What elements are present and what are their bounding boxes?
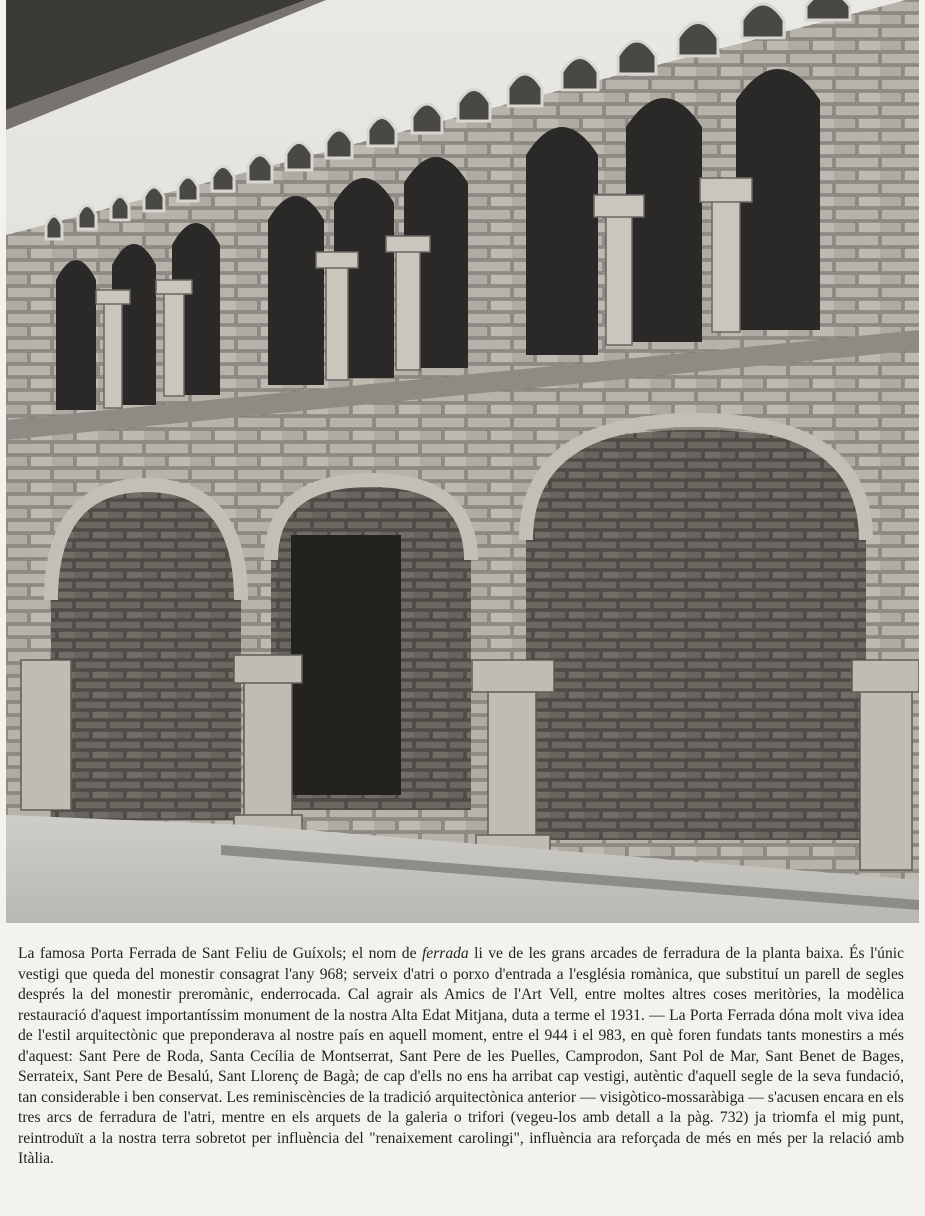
caption-italic-word: ferrada bbox=[421, 945, 469, 962]
photo-caption bbox=[18, 944, 904, 1170]
church-porch-photo bbox=[6, 0, 919, 923]
caption-text-rest: li ve de les grans arcades de ferradura de la planta baixa. És l'únic vestigi que queda del monestir consagrat l'any 968; serveix d'atri o porxo d'entrada a l'església romànica, que substituí un parell de segles després la del monestir preromànic, enderrocada. Cal agrair als Amics de l'Art Vell, entre moltes altres coses meritòries, la modèlica restauració d'aquest importantíssim monument de la nostra Alta Edat Mitjana, duta a terme el 1931. — La Porta Ferrada dóna molt viva idea de l'estil arquitectònic que preponderava al nostre país en aquell moment, entre el 944 i el 983, en què foren fundats tants monestirs a més d'aquest: Sant Pere de Roda, Santa Cecília de Montserrat, Sant Pere de les Puelles, Camprodon, Sant Pol de Mar, Sant Benet de Bages, Serrateix, Sant Pere de Besalú, Sant Llorenç de Bagà; de cap d'ells no ens ha arribat cap vestigi, autèntic d'aquell segle de la seva fundació, tan considerable i ben conservat. Les reminiscències de la tradició arquitectònica anterior — visigòtico-mossaràbiga — s'acusen encara en els tres arcs de ferradura de l'atri, mentre en els arquets de la galeria o trifori (vegeu-los amb detall a la pàg. 732) ja triomfa el mig punt, reintroduït a la nostra terra sobretot per influència del "renaixement carolingi", influència ara reforçada de més en més per la relació amb Itàlia. bbox=[18, 945, 904, 1167]
church-porch-photo-icon bbox=[6, 0, 919, 923]
caption-text-start: La famosa Porta Ferrada de Sant Feliu de Guíxols; el nom de bbox=[18, 945, 422, 962]
caption-paragraph bbox=[18, 944, 904, 1170]
